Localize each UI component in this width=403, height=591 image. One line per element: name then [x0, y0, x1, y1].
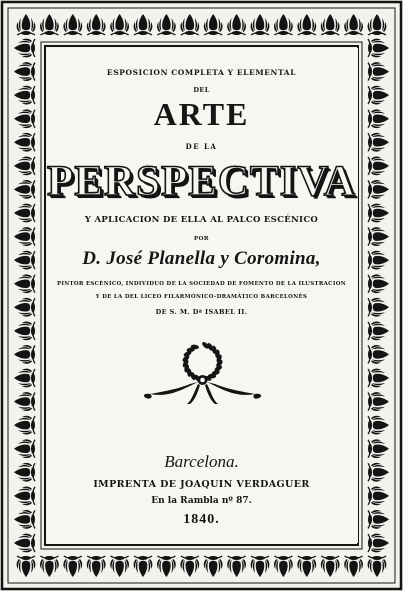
palmette-icon — [110, 556, 129, 577]
palmette-icon — [227, 14, 246, 35]
palmette-icon — [14, 39, 35, 58]
palmette-icon — [63, 14, 82, 35]
palmette-icon — [251, 14, 270, 35]
palmette-icon — [14, 369, 35, 388]
palmette-icon — [344, 14, 363, 35]
subtitle-line-6: Y APLICACION DE ELLA AL PALCO ESCÉNICO — [84, 215, 319, 225]
title-perspectiva: PERSPECTIVA — [47, 158, 356, 205]
palmette-icon — [204, 14, 223, 35]
palmette-icon — [227, 556, 246, 577]
palmette-icon — [321, 14, 340, 35]
printer-address: En la Rambla nº 87. — [151, 496, 252, 506]
publication-year: 1840. — [183, 512, 220, 527]
subtitle-line-1: ESPOSICION COMPLETA Y ELEMENTAL — [106, 68, 297, 77]
palmette-icon — [14, 392, 35, 411]
palmette-icon — [40, 14, 59, 35]
palmette-icon — [204, 556, 223, 577]
subtitle-por: POR — [194, 236, 209, 242]
author-desc-2: Y DE LA DEL LICEO FILARMÓNICO-DRAMÁTICO BARCELONÉS — [95, 294, 308, 300]
palmette-icon — [87, 556, 106, 577]
palmette-icon — [321, 556, 340, 577]
palmette-icon — [368, 556, 387, 577]
palmette-icon — [368, 39, 389, 58]
palmette-icon — [14, 345, 35, 364]
palmette-icon — [134, 14, 153, 35]
palmette-icon — [134, 556, 153, 577]
author-desc-3: DE S. M. Dª ISABEL II. — [155, 308, 248, 316]
palmette-icon — [40, 556, 59, 577]
palmette-icon — [368, 14, 387, 35]
author-name: D. José Planella y Coromina, — [82, 248, 321, 269]
palmette-icon — [368, 534, 389, 553]
palmette-icon — [297, 14, 316, 35]
subtitle-line-2: DEL — [193, 86, 210, 94]
palmette-icon — [297, 556, 316, 577]
palmette-icon — [274, 14, 293, 35]
place-of-publication: Barcelona. — [164, 452, 239, 471]
palmette-icon — [368, 392, 389, 411]
palmette-icon — [14, 534, 35, 553]
palmette-icon — [180, 556, 199, 577]
palmette-icon — [368, 345, 389, 364]
palmette-icon — [368, 369, 389, 388]
author-desc-1: PINTOR ESCÉNICO, INDIVIDUO DE LA SOCIEDAD DE FOMENTO DE LA ILUSTRACION — [56, 281, 347, 287]
palmette-icon — [180, 14, 199, 35]
wreath-icon — [140, 340, 265, 406]
palmette-icon — [14, 416, 35, 435]
palmette-icon — [14, 321, 35, 340]
palmette-icon — [251, 556, 270, 577]
palmette-icon — [110, 14, 129, 35]
palmette-icon — [368, 416, 389, 435]
palmette-icon — [157, 14, 176, 35]
printer-name: IMPRENTA DE JOAQUIN VERDAGUER — [93, 479, 310, 490]
palmette-icon — [344, 556, 363, 577]
palmette-icon — [157, 556, 176, 577]
subtitle-line-4: DE LA — [185, 142, 218, 151]
palmette-icon — [274, 556, 293, 577]
palmette-icon — [17, 556, 36, 577]
palmette-icon — [87, 14, 106, 35]
palmette-icon — [17, 14, 36, 35]
palmette-icon — [368, 321, 389, 340]
palmette-icon — [63, 556, 82, 577]
title-arte: ARTE — [153, 96, 250, 132]
